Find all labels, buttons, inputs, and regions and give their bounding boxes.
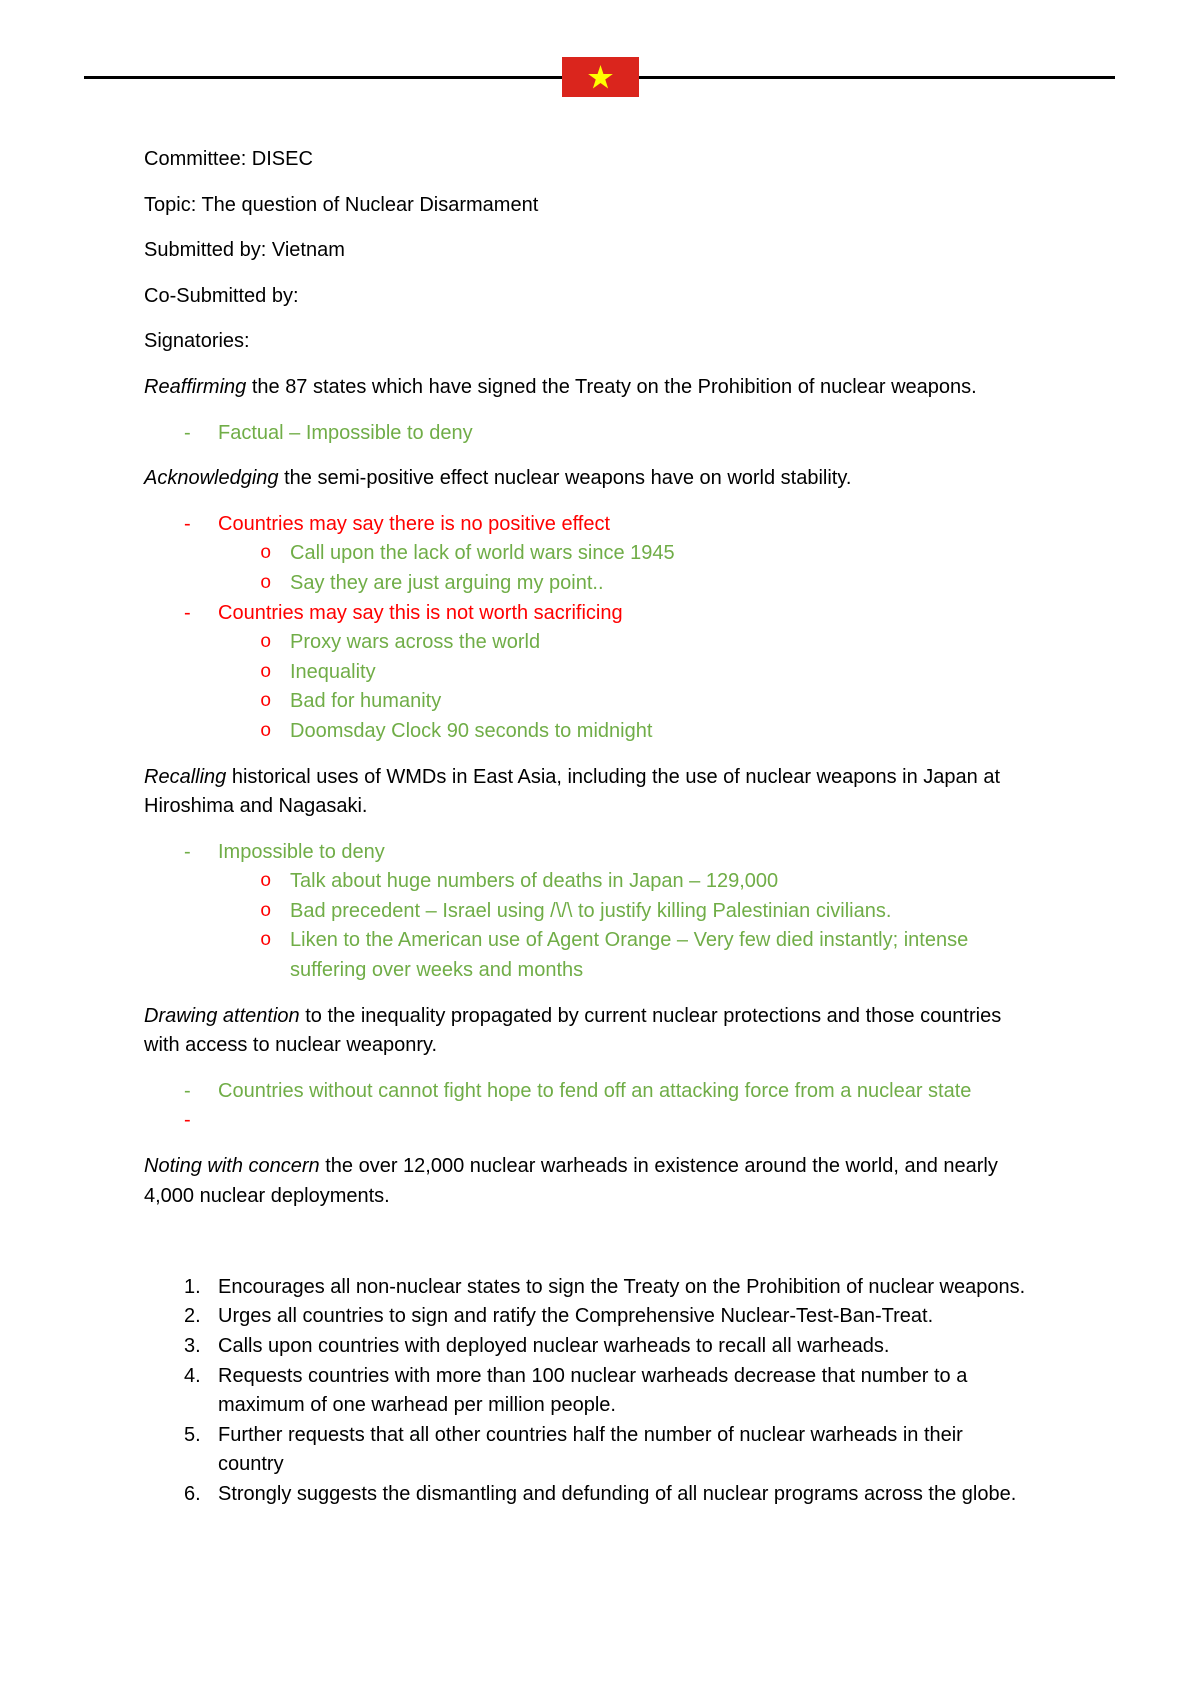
clause-text: the 87 states which have signed the Treaty on the Prohibition of nuclear weapons. xyxy=(251,375,977,398)
sub-note-text: Call upon the lack of world wars since 1945 xyxy=(290,542,675,565)
note-item xyxy=(144,510,1144,540)
sub-note-text: Bad precedent – Israel using /\/\ to justify killing Palestinian civilians. xyxy=(290,899,892,922)
operative-clause xyxy=(144,1302,1144,1332)
clause-text: Hiroshima and Nagasaki. xyxy=(144,795,368,818)
sub-note-text: Say they are just arguing my point.. xyxy=(290,571,604,594)
sub-note-item xyxy=(144,687,1144,717)
sub-note-text: Talk about huge numbers of deaths in Japan – 129,000 xyxy=(290,870,779,893)
operative-text: maximum of one warhead per million people. xyxy=(218,1394,616,1417)
operative-text: Calls upon countries with deployed nuclear warheads to recall all warheads. xyxy=(218,1335,890,1357)
clause-line xyxy=(144,792,1144,822)
note-item xyxy=(144,1077,1144,1107)
clause-notes xyxy=(144,419,1144,449)
bullet-marker: - xyxy=(184,421,191,444)
clause-lead: Noting with concern xyxy=(144,1155,320,1178)
operative-clause xyxy=(144,1362,1144,1392)
clause-lead: Reaffirming xyxy=(144,375,247,398)
empty-paragraph xyxy=(144,1227,1144,1257)
note-text: Countries without cannot fight hope to fend off an attacking force from a nuclear state xyxy=(218,1079,972,1102)
note-text: Countries may say this is not worth sacrificing xyxy=(218,601,623,624)
clause-line xyxy=(144,1182,1144,1212)
note-text: Countries may say there is no positive effect xyxy=(218,512,611,535)
sub-note-text: Proxy wars across the world xyxy=(290,631,541,654)
clause-text: the over 12,000 nuclear warheads in existence around the world, and nearly xyxy=(325,1155,998,1178)
operative-text: Strongly suggests the dismantling and defunding of all nuclear programs across the globe. xyxy=(218,1482,1017,1505)
note-item xyxy=(144,599,1144,629)
clause-lead: Recalling xyxy=(144,765,227,788)
clause-line xyxy=(144,373,1144,403)
operative-clause xyxy=(144,1421,1144,1451)
clause-line xyxy=(144,763,1144,793)
vietnam-flag-icon xyxy=(562,57,639,97)
clause-number: 3. xyxy=(184,1335,201,1357)
operative-text: country xyxy=(218,1453,284,1476)
operative-clause-continuation xyxy=(144,1450,1144,1480)
sub-bullet-marker: o xyxy=(260,899,272,922)
operative-text: Requests countries with more than 100 nuclear warheads decrease that number to a xyxy=(218,1364,968,1387)
note-item xyxy=(144,419,1144,449)
clause-number: 1. xyxy=(184,1275,201,1298)
resolution-body xyxy=(144,145,1144,1526)
sub-note-item xyxy=(144,897,1144,927)
operative-text: Further requests that all other countries half the number of nuclear warheads in their xyxy=(218,1423,963,1446)
clause-line xyxy=(144,464,1144,494)
preambular-clause xyxy=(144,1002,1144,1061)
sub-note-text: suffering over weeks and months xyxy=(290,959,584,982)
sub-note-item xyxy=(144,658,1144,688)
clause-notes xyxy=(144,1077,1144,1136)
clause-number: 5. xyxy=(184,1423,201,1446)
sub-note-item xyxy=(144,926,1144,956)
sub-bullet-marker: o xyxy=(260,929,272,952)
sub-bullet-marker: o xyxy=(260,631,272,654)
sub-note-text: Bad for humanity xyxy=(290,690,442,713)
clause-lead: Acknowledging xyxy=(144,467,279,490)
operative-clause xyxy=(144,1480,1144,1510)
clause-number: 4. xyxy=(184,1364,201,1387)
preambular-clause xyxy=(144,373,1144,403)
bullet-marker: - xyxy=(184,601,191,624)
sub-bullet-marker: o xyxy=(260,660,272,683)
operative-text: Encourages all non-nuclear states to sign the Treaty on the Prohibition of nuclear weapons. xyxy=(218,1275,1026,1298)
sub-note-item xyxy=(144,717,1144,747)
bullet-marker: - xyxy=(184,1079,191,1102)
clause-number: 6. xyxy=(184,1482,201,1505)
clause-number: 2. xyxy=(184,1305,201,1328)
operative-text: Urges all countries to sign and ratify the Comprehensive Nuclear-Test-Ban-Treat. xyxy=(218,1305,934,1328)
operative-clause-continuation xyxy=(144,1391,1144,1421)
sub-note-item xyxy=(144,867,1144,897)
sub-bullet-marker: o xyxy=(260,690,272,713)
clause-text: 4,000 nuclear deployments. xyxy=(144,1184,390,1207)
topic-line: Topic: The question of Nuclear Disarmament xyxy=(144,193,539,216)
clause-text: to the inequality propagated by current nuclear protections and those countries xyxy=(305,1004,1002,1027)
clause-text: historical uses of WMDs in East Asia, including the use of nuclear weapons in Japan at xyxy=(231,765,1001,788)
bullet-marker: - xyxy=(184,512,191,535)
bullet-marker: - xyxy=(184,840,191,863)
submitted-by-line: Submitted by: Vietnam xyxy=(144,239,345,262)
sub-bullet-marker: o xyxy=(260,719,272,742)
note-item xyxy=(144,838,1144,868)
clause-line xyxy=(144,1002,1144,1032)
operative-clauses xyxy=(144,1273,1144,1510)
clause-text: with access to nuclear weaponry. xyxy=(144,1034,438,1057)
sub-note-item xyxy=(144,628,1144,658)
note-item xyxy=(144,1106,1144,1136)
bullet-marker: - xyxy=(184,1109,191,1132)
sub-note-text: Inequality xyxy=(290,660,376,683)
preambular-clause xyxy=(144,1152,1144,1211)
clause-lead: Drawing attention xyxy=(144,1004,300,1027)
committee-line: Committee: DISEC xyxy=(144,148,313,170)
sub-note-item xyxy=(144,569,1144,599)
sub-note-text: Liken to the American use of Agent Orange – Very few died instantly; intense xyxy=(290,929,969,952)
clause-notes xyxy=(144,838,1144,986)
sub-bullet-marker: o xyxy=(260,571,272,594)
sub-bullet-marker: o xyxy=(260,542,272,565)
clause-line xyxy=(144,1152,1144,1182)
clause-line xyxy=(144,1031,1144,1061)
sub-note-text: Doomsday Clock 90 seconds to midnight xyxy=(290,719,653,742)
clause-text: the semi-positive effect nuclear weapons have on world stability. xyxy=(284,467,852,490)
operative-clause xyxy=(144,1332,1144,1362)
operative-clause xyxy=(144,1273,1144,1303)
note-text: Factual – Impossible to deny xyxy=(218,421,473,444)
preambular-clause xyxy=(144,763,1144,822)
preambular-clause xyxy=(144,464,1144,494)
sub-note-continuation xyxy=(144,956,1144,986)
clause-notes xyxy=(144,510,1144,747)
sub-bullet-marker: o xyxy=(260,870,272,893)
co-submitted-by-line: Co-Submitted by: xyxy=(144,284,299,307)
note-text: Impossible to deny xyxy=(218,840,385,863)
signatories-line: Signatories: xyxy=(144,330,250,353)
sub-note-item xyxy=(144,539,1144,569)
